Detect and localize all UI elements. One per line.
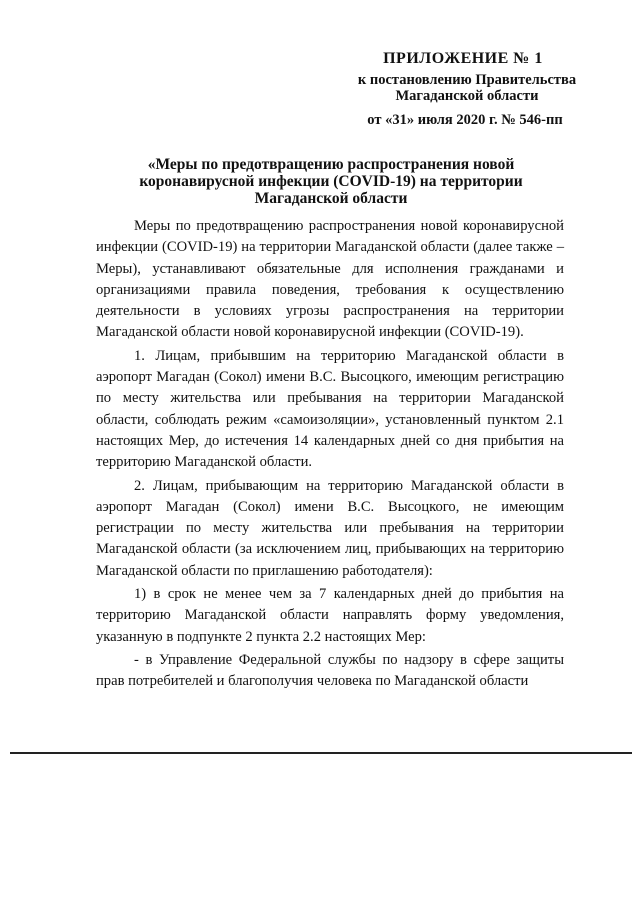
intro-paragraph: Меры по предотвращению распространения новой коронавирусной инфекции (COVID-19) на территории Магаданской области (далее также – Меры), устанавливают обязательные для исполнения гражданами и организациями правила поведения, требования к осуществлению деятельности в условиях угрозы распространения на территории Магаданской области новой коронавирусной инфекции (COVID-19). [96, 218, 564, 341]
page-bottom-rule [10, 752, 632, 754]
clause-2-1-paragraph: 1) в срок не менее чем за 7 календарных дней до прибытия на территорию Магаданской области направлять форму уведомления, указанную в подпункте 2 пункта 2.2 настоящих Мер: [96, 586, 564, 645]
appendix-date: от «31» июля 2020 г. № 546-пп [367, 112, 563, 128]
appendix-reference: к постановлению Правительства Магаданской области [357, 72, 577, 104]
clause-2-paragraph: 2. Лицам, прибывающим на территорию Магаданской области в аэропорт Магадан (Сокол) имени В.С. Высоцкого, не имеющим регистрации по месту жительства или пребывания на территории Магаданской области (за исключением лиц, прибывающих на территорию Магаданской области по приглашению работодателя): [96, 477, 564, 579]
appendix-title: ПРИЛОЖЕНИЕ № 1 [383, 50, 543, 67]
clause-1-paragraph: 1. Лицам, прибывшим на территорию Магаданской области в аэропорт Магадан (Сокол) имени В.С. Высоцкого, имеющим регистрацию по месту жительства или пребывания на территории Магаданской области, соблюдать режим «самоизоляции», установленный пунктом 2.1 настоящих Мер, до истечения 14 календарных дней со дня прибытия на территорию Магаданской области. [96, 347, 564, 471]
document-body [96, 216, 564, 693]
clause-2-1-bullet-paragraph: - в Управление Федеральной службы по надзору в сфере защиты прав потребителей и благополучия человека по Магаданской области [96, 651, 564, 690]
document-title: «Меры по предотвращению распространения новой коронавирусной инфекции (COVID-19) на территории Магаданской области [139, 156, 523, 207]
